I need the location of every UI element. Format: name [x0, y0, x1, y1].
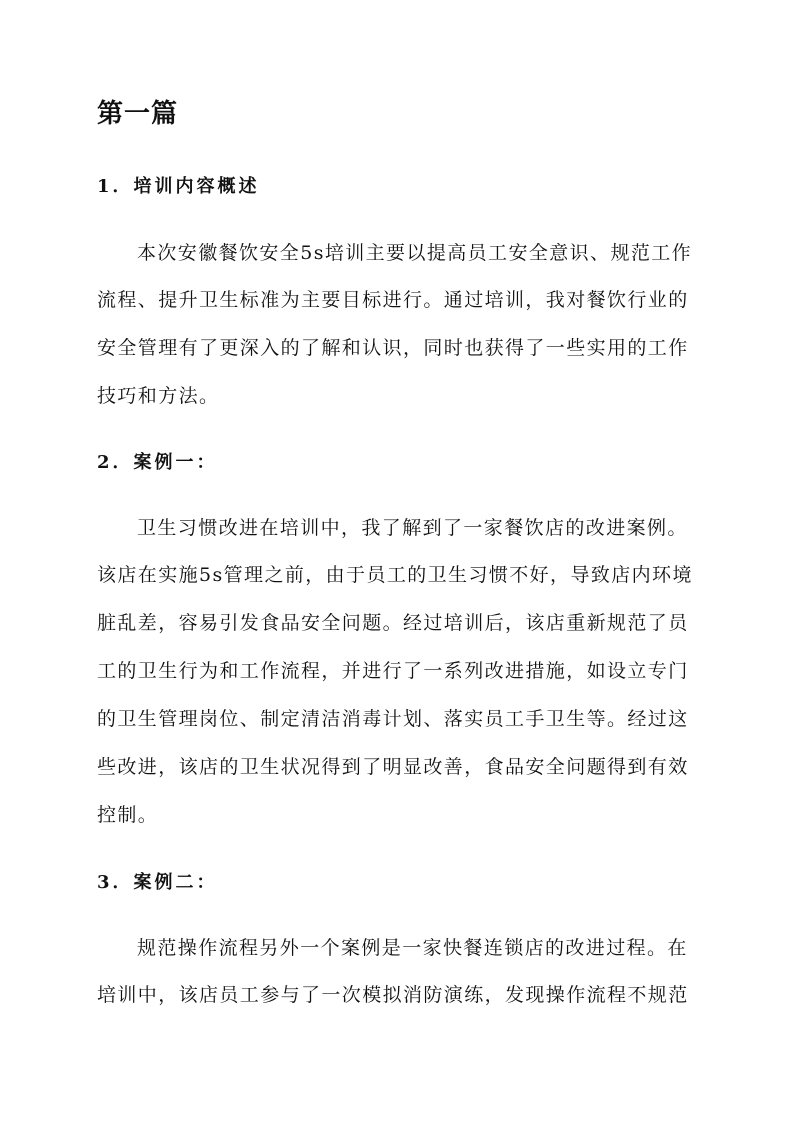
section-2-heading: 2．案例一：	[97, 452, 218, 473]
section-2-paragraph-line: 工的卫生行为和工作流程，并进行了一系列改进措施，如设立专门	[97, 660, 689, 682]
section-2-paragraph-line: 些改进，该店的卫生状况得到了明显改善，食品安全问题得到有效	[97, 756, 689, 778]
section-3-paragraph-line: 培训中，该店员工参与了一次模拟消防演练，发现操作流程不规范	[97, 984, 689, 1006]
section-1-heading: 1．培训内容概述	[97, 176, 260, 197]
section-3-heading: 3．案例二：	[97, 872, 218, 893]
section-2-paragraph-line: 的卫生管理岗位、制定清洁消毒计划、落实员工手卫生等。经过这	[97, 708, 689, 730]
document-title: 第一篇	[97, 99, 179, 129]
section-1-paragraph-line: 安全管理有了更深入的了解和认识，同时也获得了一些实用的工作	[97, 337, 689, 359]
section-3-paragraph-line: 规范操作流程另外一个案例是一家快餐连锁店的改进过程。在	[137, 937, 688, 959]
section-1-paragraph-line: 流程、提升卫生标准为主要目标进行。通过培训，我对餐饮行业的	[97, 289, 689, 311]
section-2-paragraph-line: 卫生习惯改进在培训中，我了解到了一家餐饮店的改进案例。	[137, 517, 688, 539]
section-2-paragraph-line: 该店在实施5s管理之前，由于员工的卫生习惯不好，导致店内环境	[97, 564, 693, 586]
section-2-paragraph-line: 控制。	[97, 804, 159, 826]
section-2-paragraph-line: 脏乱差，容易引发食品安全问题。经过培训后，该店重新规范了员	[97, 612, 689, 634]
section-1-paragraph-line: 技巧和方法。	[97, 385, 220, 407]
section-1-paragraph-line: 本次安徽餐饮安全5s培训主要以提高员工安全意识、规范工作	[137, 242, 693, 264]
